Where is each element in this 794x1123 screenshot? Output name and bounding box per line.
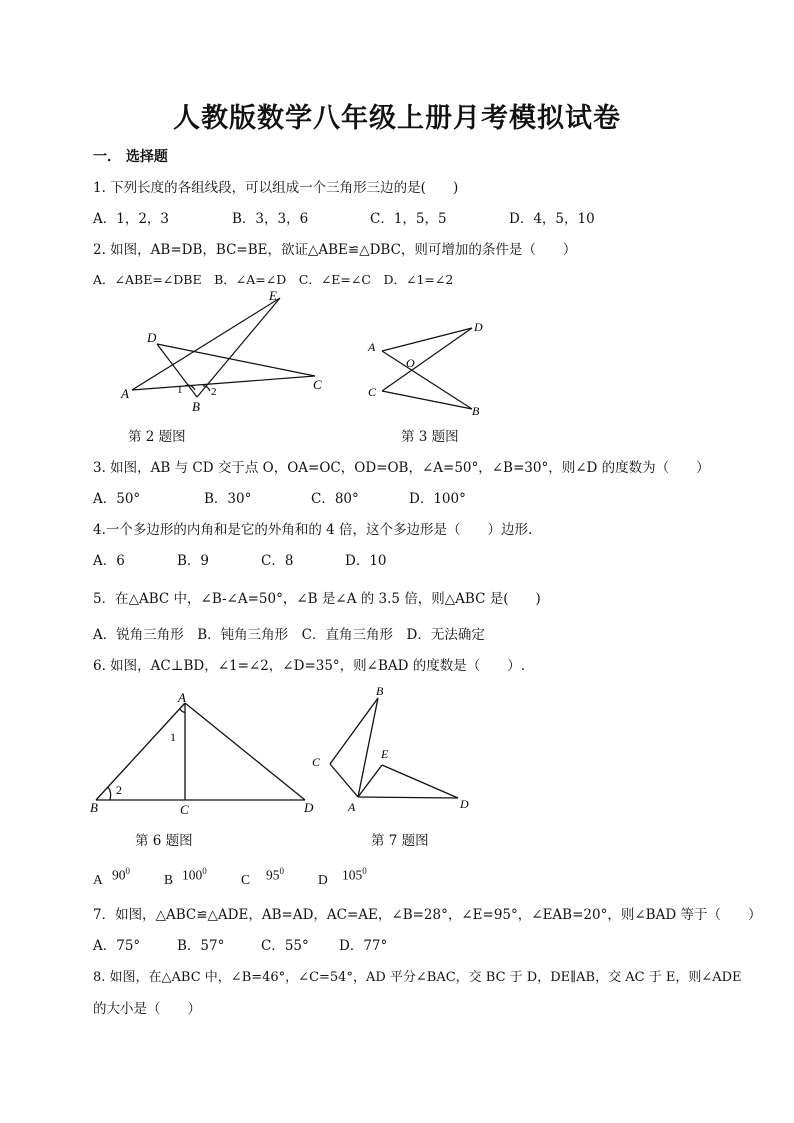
question-7: 7．如图，△ABC≌△ADE，AB=AD，AC=AE，∠B=28°，∠E=95°，∠EAB=20°，则∠BAD 等于（ ） bbox=[93, 907, 762, 923]
option-a: A．50° bbox=[93, 491, 141, 507]
label-c: C bbox=[180, 802, 189, 817]
option-b: B．9 bbox=[177, 553, 210, 569]
option-d: D．77° bbox=[339, 938, 388, 954]
label-a: A bbox=[121, 386, 129, 401]
option-c: C．55° bbox=[261, 938, 309, 954]
label-angle-2: 2 bbox=[211, 386, 217, 398]
figure-7 bbox=[308, 680, 473, 815]
option-a-letter: A bbox=[93, 872, 103, 887]
figure-6 bbox=[88, 690, 318, 820]
question-2: 2. 如图，AB=DB，BC=BE，欲证△ABE≌△DBC，则可增加的条件是（ ） bbox=[93, 242, 577, 258]
figure-6-caption: 第 6 题图 bbox=[135, 833, 193, 849]
label-e: E bbox=[269, 290, 277, 303]
label-b: B bbox=[192, 399, 200, 414]
option-a: A．1，2，3 bbox=[93, 211, 170, 227]
option-c-letter: C bbox=[241, 872, 251, 887]
segment-ed bbox=[382, 765, 458, 798]
option-a: A．6 bbox=[93, 553, 125, 569]
label-angle-1: 1 bbox=[177, 384, 183, 396]
question-4: 4.一个多边形的内角和是它的外角和的 4 倍，这个多边形是（ ）边形. bbox=[93, 522, 533, 538]
figure-2-caption: 第 2 题图 bbox=[128, 429, 186, 445]
label-a: A bbox=[348, 800, 356, 814]
question-6: 6. 如图，AC⊥BD，∠1=∠2，∠D=35°，则∠BAD 的度数是（ ）. bbox=[93, 658, 526, 674]
label-c: C bbox=[368, 385, 377, 399]
segment-ad bbox=[185, 703, 305, 800]
option-d: D．100° bbox=[409, 491, 466, 507]
section-heading: 一． 选择题 bbox=[93, 149, 168, 165]
angle-2-arc bbox=[108, 787, 111, 800]
label-b: B bbox=[472, 404, 480, 418]
question-8-line-2: 的大小是（ ） bbox=[93, 1001, 201, 1017]
option-c: C．1，5，5 bbox=[370, 211, 447, 227]
option-c-value: $95^0$ bbox=[266, 866, 284, 883]
segment-ca bbox=[330, 764, 358, 797]
figure-3 bbox=[360, 315, 490, 420]
segment-ad bbox=[358, 797, 458, 798]
page-title: 人教版数学八年级上册月考模拟试卷 bbox=[173, 103, 621, 134]
label-angle-2: 2 bbox=[116, 783, 122, 797]
label-d: D bbox=[304, 800, 314, 815]
segment-ac bbox=[132, 376, 315, 390]
option-d: D．4，5，10 bbox=[509, 211, 595, 227]
label-d: D bbox=[474, 320, 483, 334]
figure-7-caption: 第 7 题图 bbox=[371, 833, 429, 849]
option-a: A．75° bbox=[93, 938, 141, 954]
segment-ad bbox=[382, 328, 472, 351]
option-b-letter: B bbox=[164, 872, 174, 887]
question-3: 3. 如图，AB 与 CD 交于点 O，OA=OC，OD=OB，∠A=50°，∠B=30°，则∠D 的度数为（ ） bbox=[93, 460, 710, 476]
option-d: D．10 bbox=[345, 553, 387, 569]
figure-3-caption: 第 3 题图 bbox=[401, 429, 459, 445]
figure-2 bbox=[115, 290, 330, 415]
question-5: 5．在△ABC 中，∠B-∠A=50°，∠B 是∠A 的 3.5 倍，则△ABC 是( ) bbox=[93, 591, 541, 607]
option-d-value: $105^0$ bbox=[342, 866, 367, 883]
option-b: B．3，3，6 bbox=[232, 211, 309, 227]
option-d-letter: D bbox=[318, 872, 328, 887]
question-2-options: A．∠ABE=∠DBE B．∠A=∠D C．∠E=∠C D．∠1=∠2 bbox=[93, 272, 454, 287]
label-o: O bbox=[406, 356, 415, 370]
label-c: C bbox=[312, 755, 321, 769]
option-b: B．57° bbox=[177, 938, 225, 954]
label-d: D bbox=[147, 330, 157, 345]
label-a: A bbox=[368, 340, 376, 354]
label-angle-1: 1 bbox=[170, 730, 176, 744]
question-8-line-1: 8. 如图，在△ABC 中，∠B=46°，∠C=54°，AD 平分∠BAC，交 BC 于 D，DE∥AB，交 AC 于 E，则∠ADE bbox=[93, 970, 742, 985]
option-b: B．30° bbox=[204, 491, 252, 507]
angle-1-arc bbox=[180, 709, 185, 712]
label-b: B bbox=[90, 800, 98, 815]
option-c: C．8 bbox=[261, 553, 294, 569]
option-c: C．80° bbox=[311, 491, 359, 507]
segment-ab bbox=[96, 703, 185, 800]
question-1: 1. 下列长度的各组线段，可以组成一个三角形三边的是( ) bbox=[93, 180, 459, 196]
question-5-options: A．锐角三角形 B．钝角三角形 C．直角三角形 D．无法确定 bbox=[93, 627, 485, 643]
label-a: A bbox=[178, 690, 186, 705]
option-b-value: $100^0$ bbox=[182, 866, 207, 883]
label-d: D bbox=[460, 797, 469, 811]
label-b: B bbox=[376, 684, 384, 698]
label-c: C bbox=[313, 377, 322, 392]
option-a-value: $90^0$ bbox=[112, 866, 130, 883]
label-e: E bbox=[381, 747, 389, 761]
